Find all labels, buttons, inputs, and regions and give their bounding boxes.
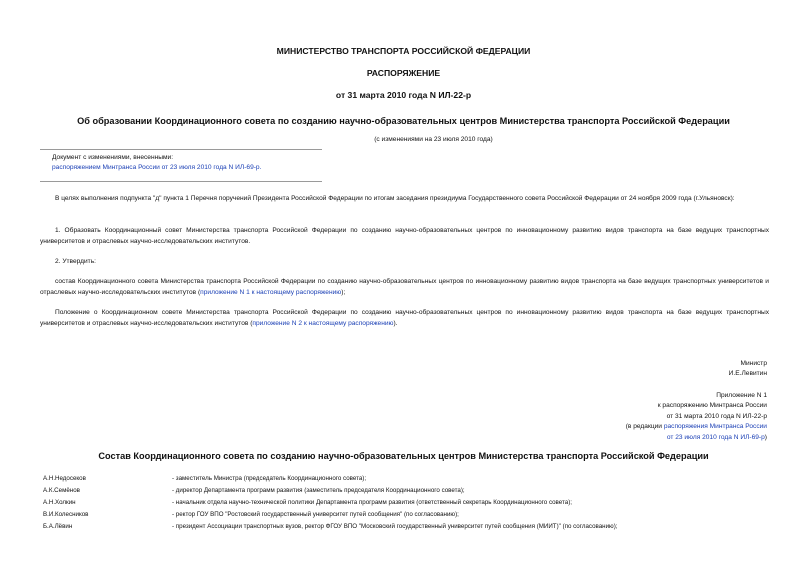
changes-bottom-rule bbox=[40, 181, 322, 182]
signature-position: Министр bbox=[740, 360, 767, 367]
member-name: А.К.Семёнов bbox=[43, 487, 80, 494]
paragraph-composition bbox=[40, 276, 769, 298]
appendix-amend-link[interactable]: распоряжения Минтранса России bbox=[663, 423, 767, 431]
composition-title: Состав Координационного совета по созданию научно-образовательных центров Министерства транспорта Российской Федерации bbox=[98, 451, 709, 461]
doc-type-heading: РАСПОРЯЖЕНИЕ bbox=[366, 68, 441, 78]
changes-link[interactable]: распоряжением Минтранса России от 23 июля 2010 года N ИЛ-69-р. bbox=[52, 164, 262, 171]
member-role: - президент Ассоциации транспортных вузов, ректор ФГОУ ВПО "Московский государственный университет путей сообщения (МИИТ)" (по согласованию); bbox=[172, 523, 618, 530]
regulation-end: ). bbox=[393, 320, 398, 327]
ministry-heading: МИНИСТЕРСТВО ТРАНСПОРТА РОССИЙСКОЙ ФЕДЕРАЦИИ bbox=[276, 46, 531, 56]
member-role: - ректор ГОУ ВПО "Ростовский государственный университет путей сообщения" (по согласованию); bbox=[172, 511, 459, 518]
appendix-amend-date-link[interactable]: от 23 июля 2010 года N ИЛ-69-р bbox=[666, 433, 765, 441]
member-name: Б.А.Лёвин bbox=[43, 523, 73, 530]
appendix-line-5-end: ) bbox=[764, 433, 767, 441]
appendix-block bbox=[626, 391, 767, 443]
member-role: - заместитель Министра (председатель Координационного совета); bbox=[172, 475, 367, 482]
appendix-label: Приложение N 1 bbox=[716, 392, 767, 399]
paragraph-item-2: 2. Утвердить: bbox=[55, 258, 96, 265]
changes-top-rule bbox=[40, 149, 322, 150]
paragraph-regulation bbox=[40, 307, 769, 329]
appendix-2-link[interactable]: приложение N 2 к настоящему распоряжению bbox=[252, 320, 394, 327]
signature-name: И.Е.Левитин bbox=[728, 370, 767, 378]
member-name: В.И.Колесников bbox=[43, 511, 89, 518]
composition-end: ); bbox=[341, 289, 346, 296]
changes-box bbox=[52, 153, 320, 173]
document-title: Об образовании Координационного совета по созданию научно-образовательных центров Министерства транспорта Российской Федерации bbox=[77, 116, 730, 126]
paragraph-preamble: В целях выполнения подпункта "д" пункта 1 Перечня поручений Президента Российской Федерации по итогам заседания президиума Государственного совета Российской Федерации от 24 ноября 2009 года (г.Ульяновск): bbox=[55, 195, 735, 202]
appendix-line-4 bbox=[626, 422, 767, 432]
member-name: А.Н.Холкин bbox=[43, 499, 76, 506]
amended-note: (с изменениями на 23 июля 2010 года) bbox=[374, 136, 493, 143]
signature-block bbox=[729, 359, 767, 380]
member-role: - начальник отдела научно-технической политики Департамента программ развития (ответственный секретарь Координационного совета); bbox=[172, 499, 572, 506]
paragraph-item-1: 1. Образовать Координационный совет Министерства транспорта Российской Федерации по созданию научно-образовательных центров по инновационному развитию видов транспорта на базе ведущих транспортных университетов и отраслевых научно-исследовательских институтов. bbox=[40, 227, 769, 245]
appendix-line-5 bbox=[626, 433, 767, 443]
changes-caption: Документ с изменениями, внесенными: bbox=[52, 154, 174, 161]
composition-text: состав Координационного совета Министерства транспорта Российской Федерации по созданию научно-образовательных центров по инновационному развитию видов транспорта на базе ведущих транспортных университетов и отраслевых научно-исследовательских институтов ( bbox=[40, 278, 769, 296]
member-name: А.Н.Недосеков bbox=[43, 475, 86, 482]
appendix-line-2: к распоряжению Минтранса России bbox=[657, 402, 767, 410]
regulation-text: Положение о Координационном совете Министерства транспорта Российской Федерации по созданию научно-образовательных центров по инновационному развитию видов транспорта на базе ведущих транспортных университетов и отраслевых научно-исследовательских институтов ( bbox=[40, 309, 769, 327]
appendix-1-link[interactable]: приложение N 1 к настоящему распоряжению bbox=[200, 289, 342, 296]
member-role: - директор Департамента программ развития (заместитель председателя Координационного совета); bbox=[172, 487, 465, 494]
appendix-line-3: от 31 марта 2010 года N ИЛ-22-р bbox=[666, 412, 767, 420]
appendix-line-4-text: (в редакции bbox=[625, 423, 664, 431]
date-number-heading: от 31 марта 2010 года N ИЛ-22-р bbox=[335, 90, 472, 100]
